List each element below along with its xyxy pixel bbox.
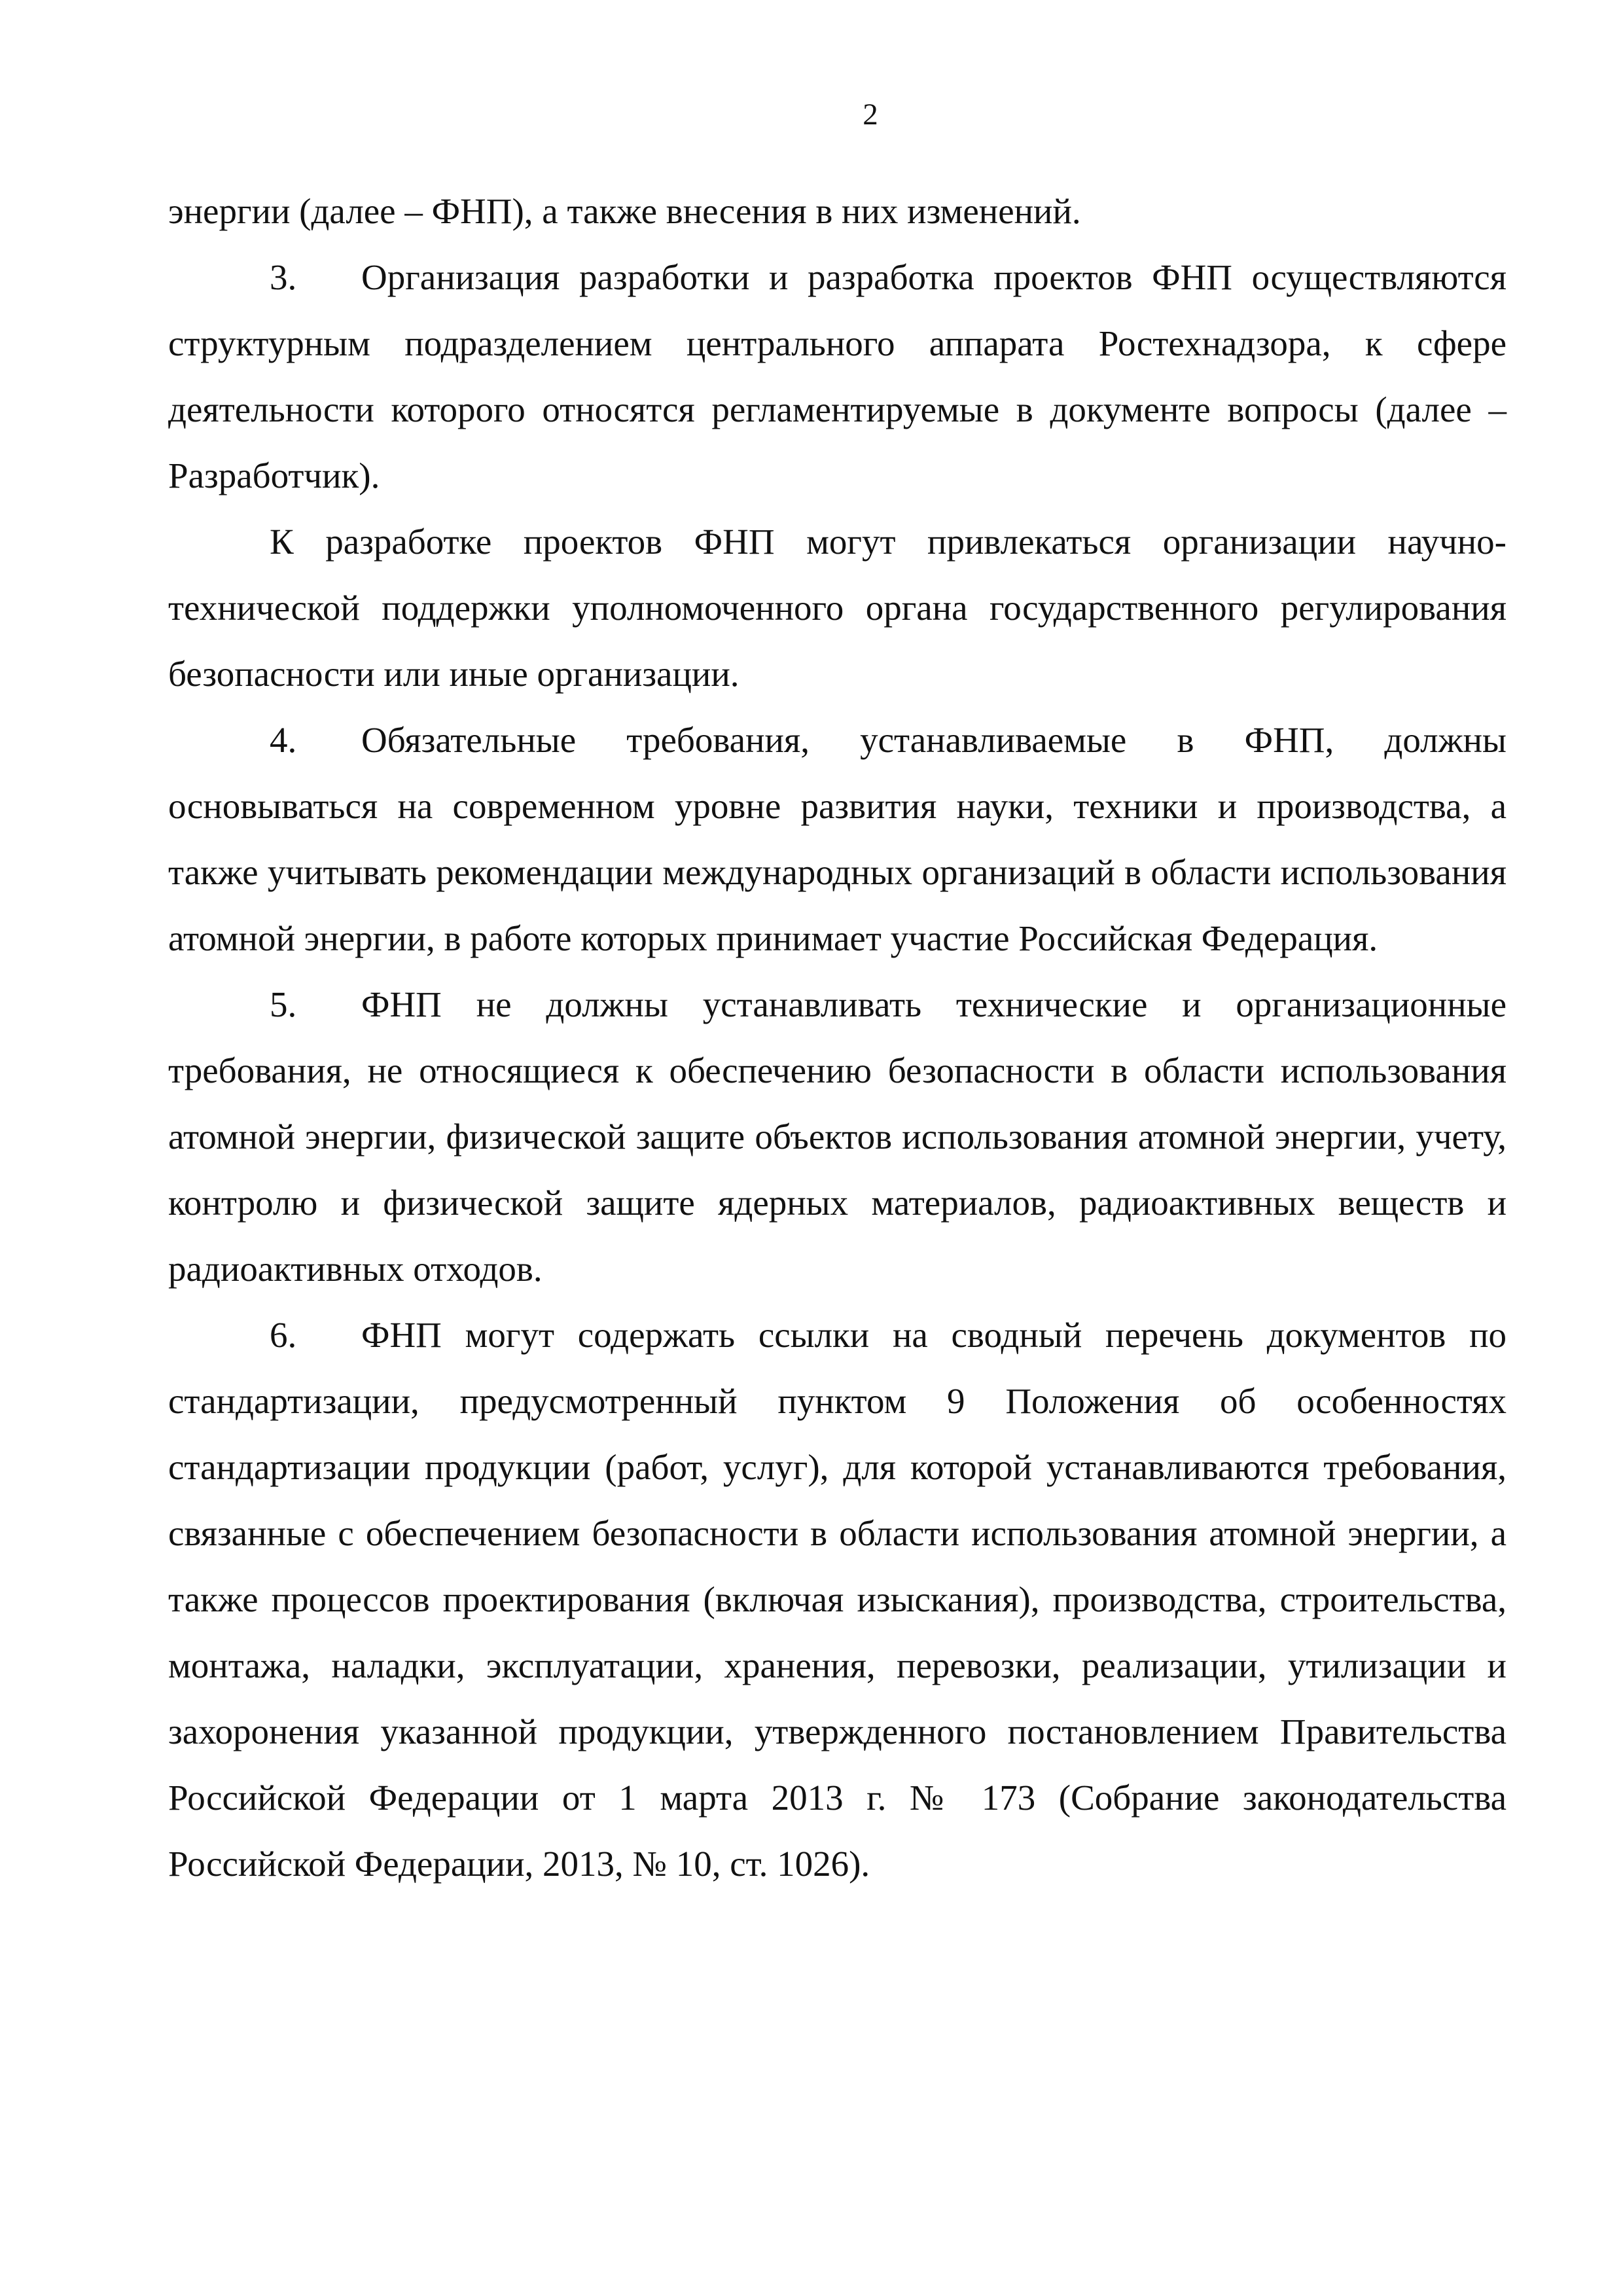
paragraph-5 — [168, 971, 1507, 1302]
paragraph-3 — [168, 244, 1507, 509]
paragraph-6-number: 6. — [270, 1315, 297, 1355]
paragraph-6 — [168, 1302, 1507, 1897]
paragraph-5-text: ФНП не должны устанавливать технические и организационные требования, не относящиеся к обеспечению безопасности в области использования атомной энергии, физической защите объектов использования атомной энергии, учету, контролю и физической защите ядерных материалов, радиоактивных веществ и радиоактивных отходов. — [168, 984, 1507, 1289]
paragraph-6-text: ФНП могут содержать ссылки на сводный перечень документов по стандартизации, предусмотренный пунктом 9 Положения об особенностях стандартизации продукции (работ, услуг), для которой устанавливаются требования, связанные с обеспечением безопасности в области использования атомной энергии, а также процессов проектирования (включая изыскания), производства, строительства, монтажа, наладки, эксплуатации, хранения, перевозки, реализации, утилизации и захоронения указанной продукции, утвержденного постановлением Правительства Российской Федерации от 1 марта 2013 г. № 173 (Собрание законодательства Российской Федерации, 2013, № 10, ст. 1026). — [168, 1315, 1507, 1884]
paragraph-3-continued: К разработке проектов ФНП могут привлекаться организации научно-технической поддержки уполномоченного органа государственного регулирования безопасности или иные организации. — [168, 522, 1507, 694]
paragraph-4-text: Обязательные требования, устанавливаемые в ФНП, должны основываться на современном уровне развития науки, техники и производства, а также учитывать рекомендации международных организаций в области использования атомной энергии, в работе которых принимает участие Российская Федерация. — [168, 720, 1507, 958]
paragraph-3-number: 3. — [270, 257, 297, 297]
paragraph-3-text: Организация разработки и разработка проектов ФНП осуществляются структурным подразделением центрального аппарата Ростехнадзора, к сфере деятельности которого относятся регламентируемые в документе вопросы (далее – Разработчик). — [168, 257, 1507, 495]
page-number: 2 — [863, 98, 878, 132]
paragraph-5-number: 5. — [270, 984, 297, 1024]
paragraph-4 — [168, 707, 1507, 971]
paragraph-4-number: 4. — [270, 720, 297, 760]
document-body — [168, 178, 1507, 1897]
paragraph-continuation: энергии (далее – ФНП), а также внесения в них изменений. — [168, 191, 1081, 231]
